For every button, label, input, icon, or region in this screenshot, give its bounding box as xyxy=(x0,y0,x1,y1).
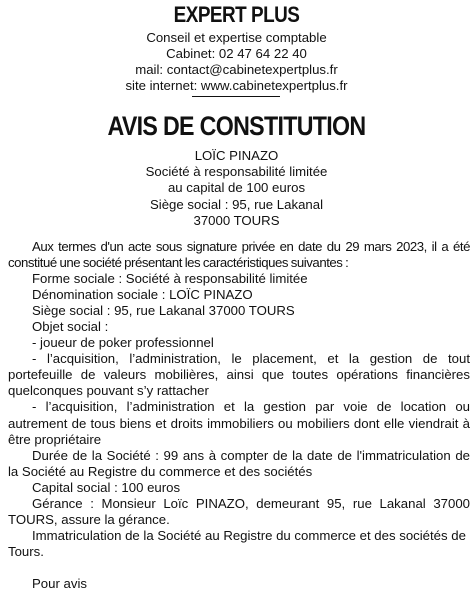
firm-email: mail: contact@cabinetexpertplus.fr xyxy=(135,62,338,77)
purpose-item: - joueur de poker professionnel xyxy=(32,335,214,351)
corporate-purpose-label: Objet social : xyxy=(32,319,109,335)
firm-contact-block xyxy=(0,30,473,94)
legal-form-line: Forme sociale : Société à responsabilité limitée xyxy=(32,271,308,287)
company-denomination-line: Dénomination sociale : LOÏC PINAZO xyxy=(32,287,253,303)
company-city: 37000 TOURS xyxy=(193,212,280,228)
intro-paragraph: Aux termes d'un acte sous signature privée en date du 29 mars 2023, il a été constitué une société présentant les caractéristiques suivantes : xyxy=(8,239,470,271)
company-capital: au capital de 100 euros xyxy=(167,180,306,196)
purpose-item: - l’acquisition, l’administration, le placement, et la gestion de tout portefeuille de valeurs mobilières, ainsi que toutes opérations financières quelconques pouvant s’y rattacher xyxy=(8,351,470,399)
purpose-item: - l’acquisition, l’administration et la gestion par voie de location ou autrement de tous biens et droits immobiliers ou mobiliers dont elle viendrait à être propriétaire xyxy=(8,399,470,447)
registered-office-line: Siège social : 95, rue Lakanal 37000 TOURS xyxy=(32,303,295,319)
firm-website: site internet: www.cabinetexpertplus.fr xyxy=(125,78,348,93)
paragraph-spacer xyxy=(8,560,470,576)
management-paragraph: Gérance : Monsieur Loïc PINAZO, demeurant 95, rue Lakanal 37000 TOURS, assure la gérance. xyxy=(8,495,470,527)
duration-paragraph: Durée de la Société : 99 ans à compter de la date de l'immatriculation de la Société au Registre du commerce et des sociétés xyxy=(8,447,470,479)
notice-title: AVIS DE CONSTITUTION xyxy=(107,111,366,141)
firm-tagline: Conseil et expertise comptable xyxy=(146,30,327,45)
share-capital-line: Capital social : 100 euros xyxy=(32,479,181,495)
company-address: Siège social : 95, rue Lakanal xyxy=(149,196,323,212)
company-summary-block xyxy=(0,148,473,229)
company-name: LOÏC PINAZO xyxy=(194,148,279,163)
company-legal-form: Société à responsabilité limitée xyxy=(145,164,328,180)
notice-body xyxy=(8,239,470,592)
firm-phone: Cabinet: 02 47 64 22 40 xyxy=(166,46,307,61)
firm-name: EXPERT PLUS xyxy=(173,2,300,27)
registration-paragraph: Immatriculation de la Société au Registre du commerce et des sociétés de Tours. xyxy=(8,527,466,559)
separator-rule xyxy=(192,96,280,97)
closing-line: Pour avis xyxy=(32,575,87,591)
